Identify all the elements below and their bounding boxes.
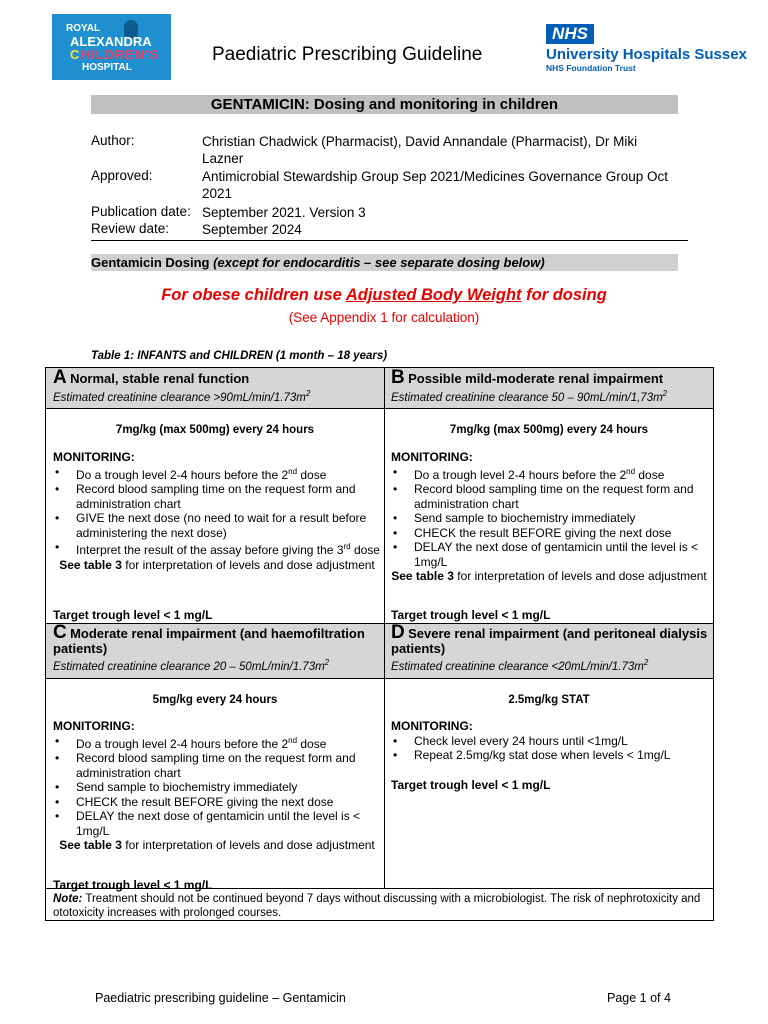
monitoring-item: • Send sample to biochemistry immediately bbox=[391, 511, 707, 526]
document-title: GENTAMICIN: Dosing and monitoring in children bbox=[91, 95, 678, 114]
cell-c-header: C Moderate renal impairment (and haemofiltration patients) Estimated creatinine clearance $20 - 50mL/\min/1.73m^2$ bbox=[53, 622, 365, 673]
dosing-table bbox=[45, 367, 714, 921]
monitoring-item: • DELAY the next dose of gentamicin until the level is < 1mg/L bbox=[53, 809, 381, 838]
review-label: Review date: bbox=[91, 221, 170, 236]
logo-text: HOSPITAL bbox=[82, 62, 132, 73]
cell-a-target: Target trough level < 1 mg/L bbox=[53, 608, 213, 622]
logo-text: ROYAL bbox=[66, 23, 101, 34]
table-note: Note: Treatment should not be continued beyond 7 days without discussing with a microbiologist. The risk of nephrotoxicity and ototoxicity increases with prolonged courses. bbox=[53, 893, 701, 919]
cell-c-target: Target trough level < 1 mg/L bbox=[53, 878, 213, 892]
row-divider bbox=[46, 678, 713, 679]
monitoring-item: • Do a trough level 2-4 hours before the 2nd dose bbox=[53, 465, 381, 483]
monitoring-item: • Record blood sampling time on the request form and administration chart bbox=[53, 751, 381, 780]
monitoring-item: • Interpret the result of the assay before giving the 3rd dose bbox=[53, 540, 381, 558]
cell-d-dose: 2.5mg/kg STAT bbox=[508, 694, 590, 706]
author-value: Christian Chadwick (Pharmacist), David Annandale (Pharmacist), Dr Miki Lazner bbox=[202, 134, 638, 166]
appendix-note: (See Appendix 1 for calculation) bbox=[288, 310, 480, 325]
approved-value: Antimicrobial Stewardship Group Sep 2021/Medicines Governance Group Oct 2021 bbox=[202, 169, 668, 201]
author-label: Author: bbox=[91, 133, 135, 148]
adjusted-body-weight-link[interactable]: Adjusted Body Weight bbox=[345, 286, 522, 304]
nhs-trust-name: NHS Foundation Trust bbox=[546, 63, 636, 73]
logo-text: CHILDREN'S bbox=[70, 47, 159, 62]
cell-b-dose: 7mg/kg (max 500mg) every 24 hours bbox=[449, 424, 649, 436]
page-number: Page 1 of 4 bbox=[607, 991, 671, 1005]
publication-value: September 2021. Version 3 bbox=[202, 205, 366, 220]
monitoring-item: • Do a trough level 2-4 hours before the 2nd dose bbox=[391, 465, 707, 483]
monitoring-item: • GIVE the next dose (no need to wait for a result before administering the next dose) bbox=[53, 511, 381, 540]
cell-a-dose: 7mg/kg (max 500mg) every 24 hours bbox=[115, 424, 315, 436]
row-divider bbox=[46, 408, 713, 409]
obese-warning: For obese children use Adjusted Body Weight for dosing bbox=[161, 286, 607, 304]
cell-a-header: A Normal, stable renal function Estimated creatinine clearance $>90mL/\min/1.73m^2$ bbox=[53, 367, 311, 404]
approved-label: Approved: bbox=[91, 168, 153, 183]
divider bbox=[91, 240, 688, 241]
monitoring-item: • Record blood sampling time on the request form and administration chart bbox=[53, 482, 381, 511]
monitoring-item: • CHECK the result BEFORE giving the next dose bbox=[391, 526, 707, 541]
cell-c-dose: 5mg/kg every 24 hours bbox=[152, 694, 278, 706]
nhs-logo: NHS bbox=[546, 24, 594, 44]
logo-text: ALEXANDRA bbox=[70, 34, 152, 49]
publication-label: Publication date: bbox=[91, 204, 191, 219]
monitoring-item: • Record blood sampling time on the request form and administration chart bbox=[391, 482, 707, 511]
monitoring-item: • Do a trough level 2-4 hours before the 2nd dose bbox=[53, 734, 381, 752]
header-title: Paediatric Prescribing Guideline bbox=[212, 44, 483, 65]
monitoring-item: • DELAY the next dose of gentamicin until the level is < 1mg/L bbox=[391, 540, 707, 569]
monitoring-item: • Repeat 2.5mg/kg stat dose when levels < 1mg/L bbox=[391, 748, 707, 763]
cell-d-monitoring: MONITORING: • Check level every 24 hours until <1mg/L • Repeat 2.5mg/kg stat dose when levels < 1mg/L bbox=[391, 719, 707, 763]
column-divider bbox=[384, 368, 385, 888]
cell-d-target: Target trough level < 1 mg/L bbox=[391, 778, 551, 792]
row-divider bbox=[46, 623, 713, 624]
cell-b-monitoring: MONITORING: • Do a trough level 2-4 hours before the 2nd dose • Record blood sampling time on the request form and administration chart • Send sample to biochemistry immediately • CHECK the result BEFORE giving the next dose • DELAY the next dose of gentamicin until the level is < 1mg/L See table 3 for interpretation of levels and dose adjustment bbox=[391, 450, 707, 584]
cell-c-monitoring: MONITORING: • Do a trough level 2-4 hours before the 2nd dose • Record blood sampling time on the request form and administration chart • Send sample to biochemistry immediately • CHECK the result BEFORE giving the next dose • DELAY the next dose of gentamicin until the level is < 1mg/L See table 3 for interpretation of levels and dose adjustment bbox=[53, 719, 381, 853]
cell-d-header: D Severe renal impairment (and peritoneal dialysis patients) Estimated creatinine clearance $<20mL/\min/1.73m^2$ bbox=[391, 622, 708, 673]
monitoring-item: • Check level every 24 hours until <1mg/L bbox=[391, 734, 707, 749]
monitoring-item: • CHECK the result BEFORE giving the next dose bbox=[53, 795, 381, 810]
monitoring-item: • Send sample to biochemistry immediately bbox=[53, 780, 381, 795]
cell-b-header: B Possible mild-moderate renal impairment Estimated creatinine clearance $50 - 90mL/\min/1,73m^2$ bbox=[391, 367, 668, 404]
cell-a-monitoring: MONITORING: • Do a trough level 2-4 hours before the 2nd dose • Record blood sampling time on the request form and administration chart • GIVE the next dose (no need to wait for a result before administering the next dose) • Interpret the result of the assay before giving the 3rd dose See table 3 for interpretation of levels and dose adjustment bbox=[53, 450, 381, 572]
dosing-heading: Gentamicin Dosing (except for endocarditis – see separate dosing below) bbox=[91, 254, 678, 271]
review-value: September 2024 bbox=[202, 222, 302, 237]
nhs-org-name: University Hospitals Sussex bbox=[546, 46, 747, 63]
table-caption: Table 1: INFANTS and CHILDREN (1 month – 18 years) bbox=[91, 350, 388, 362]
cell-b-target: Target trough level < 1 mg/L bbox=[391, 608, 551, 622]
footer-title: Paediatric prescribing guideline – Gentamicin bbox=[95, 991, 346, 1005]
hospital-logo bbox=[52, 14, 171, 80]
